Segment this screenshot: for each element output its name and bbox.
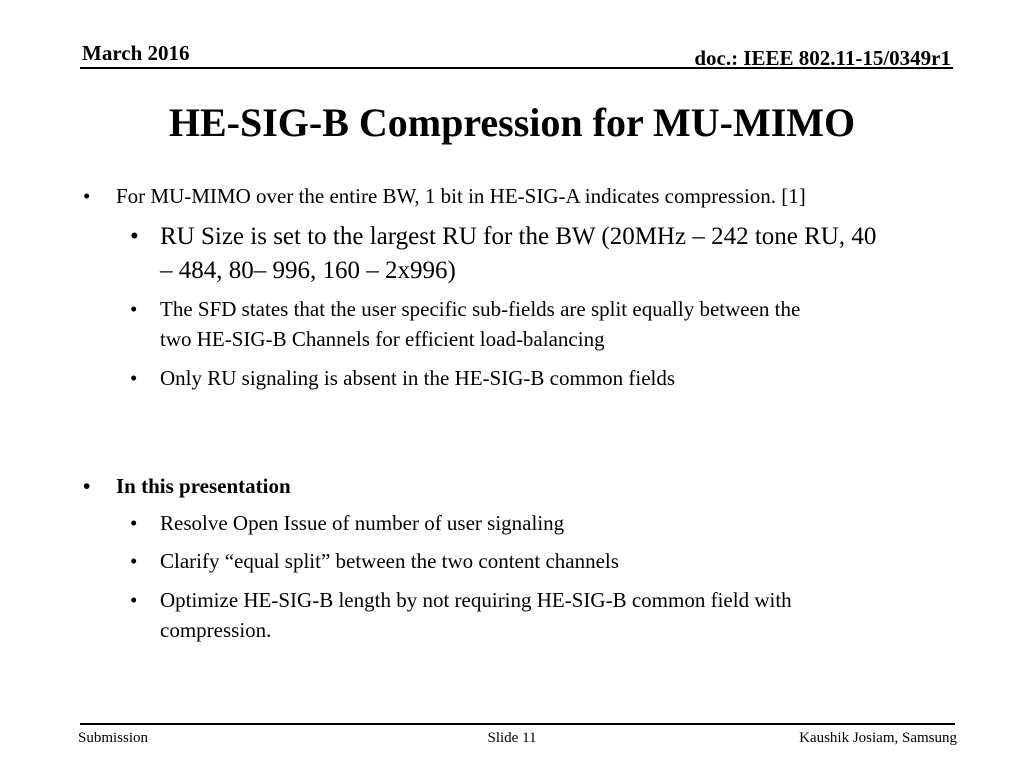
bullet-text: The SFD states that the user specific sub-fields are split equally between the <box>160 297 801 321</box>
slide-title: HE-SIG-B Compression for MU-MIMO <box>168 100 856 145</box>
bullet-marker: • <box>83 474 91 498</box>
footer-submission: Submission <box>78 730 149 746</box>
bullet-text: Optimize HE-SIG-B length by not requiring HE-SIG-B common field with <box>160 588 792 612</box>
sub-bullet-sfd-split-continued: two HE-SIG-B Channels for efficient load-balancing <box>160 327 605 351</box>
bullet-in-this-presentation <box>83 472 291 500</box>
sub-bullet-equal-split <box>130 546 619 576</box>
bullet-text: Resolve Open Issue of number of user signaling <box>160 511 565 535</box>
bullet-marker: • <box>130 511 138 535</box>
bullet-marker: • <box>130 549 138 573</box>
bullet-mu-mimo-compression <box>83 182 806 210</box>
bullet-marker: • <box>130 223 139 250</box>
header-divider <box>80 67 953 69</box>
sub-bullet-ru-size-continued: – 484, 80– 996, 160 – 2x996) <box>160 257 456 284</box>
sub-bullet-ru-size <box>130 220 877 253</box>
bullet-text: Only RU signaling is absent in the HE-SIG-B common fields <box>160 366 676 390</box>
header-doc-id: doc.: IEEE 802.11-15/0349r1 <box>694 46 951 70</box>
bullet-text: Clarify “equal split” between the two content channels <box>160 549 619 573</box>
bullet-marker: • <box>130 366 138 390</box>
footer-author: Kaushik Josiam, Samsung <box>799 730 957 746</box>
bullet-text: In this presentation <box>116 474 291 498</box>
bullet-text: RU Size is set to the largest RU for the BW (20MHz – 242 tone RU, 40 <box>160 223 877 250</box>
bullet-marker: • <box>130 297 138 321</box>
sub-bullet-ru-signaling <box>130 363 676 393</box>
bullet-marker: • <box>83 184 91 208</box>
footer-divider <box>80 723 955 725</box>
footer-slide-number: Slide 11 <box>487 730 537 746</box>
bullet-marker: • <box>130 588 138 612</box>
sub-bullet-open-issue <box>130 508 565 538</box>
sub-bullet-sfd-split <box>130 294 801 324</box>
bullet-text: For MU-MIMO over the entire BW, 1 bit in HE-SIG-A indicates compression. [1] <box>116 184 806 208</box>
sub-bullet-optimize-length-continued: compression. <box>160 618 272 642</box>
sub-bullet-optimize-length <box>130 585 792 615</box>
header-date: March 2016 <box>82 41 190 65</box>
